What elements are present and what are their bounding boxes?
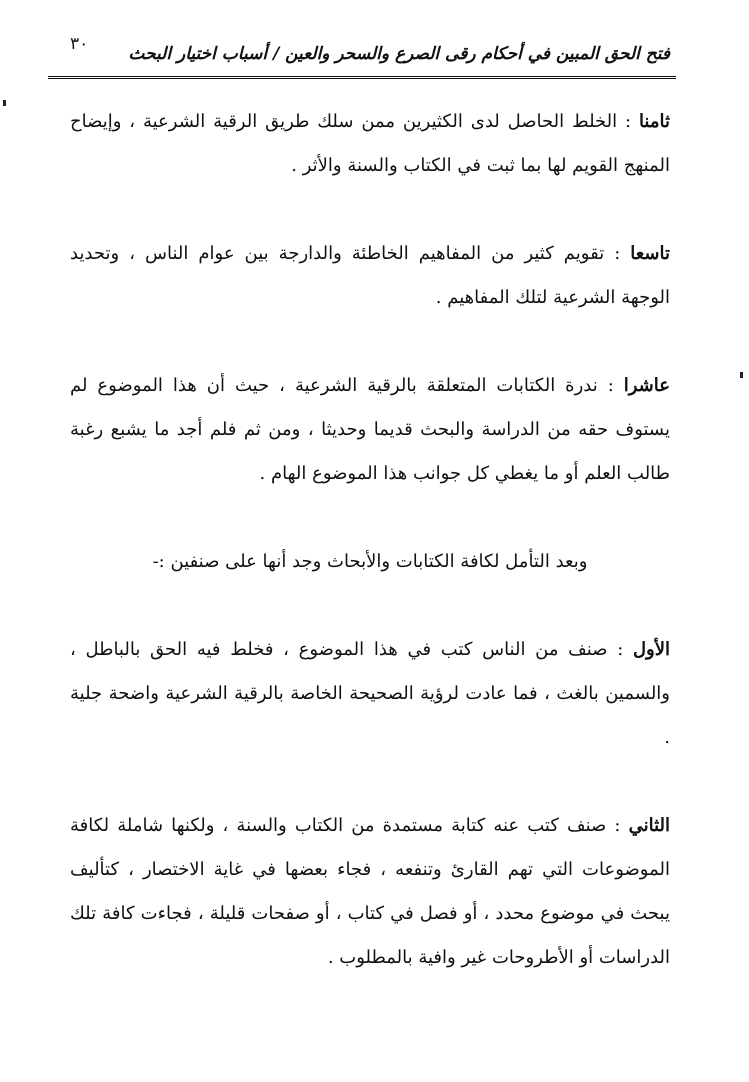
paragraph-intro: [70, 540, 670, 584]
page-number: ٣٠: [70, 34, 89, 54]
paragraph-eighth: [70, 100, 670, 188]
header-rule: [48, 76, 676, 79]
paragraph-second-type: [70, 804, 670, 980]
paragraph-lead: ثامنا: [638, 111, 670, 132]
paragraph-tenth: [70, 364, 670, 496]
paragraph-text: : تقويم كثير من المفاهيم الخاطئة والدارجة بين عوام الناس ، وتحديد الوجهة الشرعية لتلك المفاهيم .: [70, 243, 670, 308]
paragraph-text: : الخلط الحاصل لدى الكثيرين ممن سلك طريق الرقية الشرعية ، وإيضاح المنهج القويم لها بما ثبت في الكتاب والسنة والأثر .: [70, 111, 670, 176]
margin-mark: [740, 372, 743, 378]
paragraph-text: : صنف كتب عنه كتابة مستمدة من الكتاب والسنة ، ولكنها شاملة لكافة الموضوعات التي تهم القارئ وتنفعه ، فجاء بعضها في غاية الاختصار ، كتأليف يبحث في موضوع محدد ، أو فصل في كتاب ، أو صفحات قليلة ، فجاءت كافة تلك الدراسات أو الأطروحات غير وافية بالمطلوب .: [70, 815, 670, 968]
paragraph-ninth: [70, 232, 670, 320]
paragraph-lead: الثاني: [628, 815, 670, 836]
paragraph-text: : صنف من الناس كتب في هذا الموضوع ، فخلط فيه الحق بالباطل ، والسمين بالغث ، فما عادت لرؤية الصحيحة الخاصة بالرقية الشرعية واضحة جلية .: [70, 639, 670, 748]
page-body: [70, 100, 670, 1024]
page-header: [56, 30, 676, 74]
running-title: فتح الحق المبين في أحكام رقى الصرع والسحر والعين / أسباب اختيار البحث: [128, 44, 670, 64]
paragraph-lead: تاسعا: [630, 243, 670, 264]
margin-mark: [3, 100, 6, 106]
paragraph-first-type: [70, 628, 670, 760]
paragraph-lead: الأول: [632, 639, 670, 660]
paragraph-text: وبعد التأمل لكافة الكتابات والأبحاث وجد أنها على صنفين :-: [152, 551, 588, 572]
paragraph-text: : ندرة الكتابات المتعلقة بالرقية الشرعية ، حيث أن هذا الموضوع لم يستوف حقه من الدراسة والبحث قديما وحديثا ، ومن ثم فلم أجد ما يشبع رغبة طالب العلم أو ما يغطي كل جوانب هذا الموضوع الهام .: [70, 375, 670, 484]
paragraph-lead: عاشرا: [623, 375, 670, 396]
